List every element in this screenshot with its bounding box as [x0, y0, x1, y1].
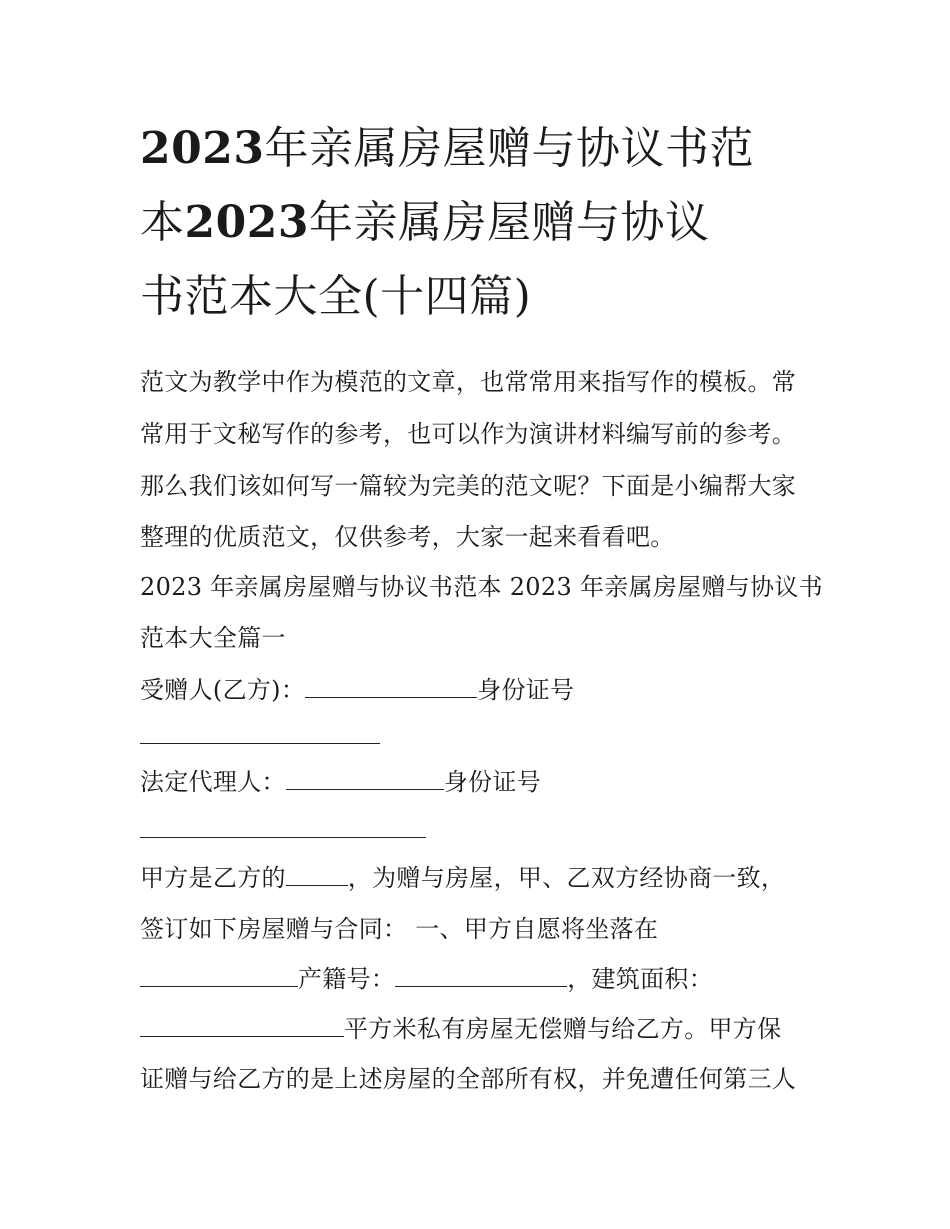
para-3b: ，建筑面积：	[567, 965, 714, 993]
title-text-2: 年亲属房屋赠与协议	[308, 197, 710, 248]
agent-id-line	[140, 808, 820, 852]
agent-name-blank[interactable]	[286, 769, 444, 790]
title-text-3: 书范本大全(十四篇)	[140, 271, 532, 322]
location-blank[interactable]	[140, 966, 298, 987]
title-year-2: 2023	[184, 197, 309, 248]
agent-line	[140, 756, 820, 808]
agent-id-label: 身份证号	[443, 768, 542, 796]
title-year-1: 2023	[140, 123, 265, 174]
title-text-2-pre: 本	[140, 197, 185, 248]
area-blank[interactable]	[140, 1016, 344, 1037]
relationship-blank[interactable]	[286, 865, 348, 886]
para-line-5: 证赠与给乙方的是上述房屋的全部所有权，并免遭任何第三人	[140, 1065, 797, 1093]
intro-line-1: 范文为教学中作为模范的文章，也常常用来指写作的模板。常	[140, 368, 797, 396]
para-line-1	[140, 852, 820, 904]
document-body	[140, 356, 823, 1104]
donee-line	[140, 664, 820, 716]
section-heading-line-1: 2023 年亲属房屋赠与协议书范本 2023 年亲属房屋赠与协议书	[140, 573, 823, 601]
para-line-3	[140, 954, 820, 1004]
intro-line-3: 那么我们该如何写一篇较为完美的范文呢？下面是小编帮大家	[140, 472, 797, 500]
agent-id-blank[interactable]	[140, 817, 426, 838]
section-heading-line-2: 范本大全篇一	[140, 624, 286, 652]
donee-id-label: 身份证号	[477, 676, 575, 704]
donee-name-blank[interactable]	[305, 677, 477, 698]
para-4: 平方米私有房屋无偿赠与给乙方。甲方保	[344, 1015, 782, 1043]
para-1a: 甲方是乙方的	[140, 864, 286, 892]
para-1b: ，为赠与房屋，甲、乙双方经协商一致，	[347, 864, 786, 892]
property-number-blank[interactable]	[395, 966, 567, 987]
donee-id-line	[140, 716, 820, 756]
para-line-2: 签订如下房屋赠与合同： 一、甲方自愿将坐落在	[140, 915, 659, 943]
donee-label: 受赠人(乙方)：	[140, 676, 306, 704]
para-3a: 产籍号：	[298, 965, 396, 993]
intro-line-2: 常用于文秘写作的参考，也可以作为演讲材料编写前的参考。	[140, 420, 797, 448]
donee-id-blank[interactable]	[140, 723, 380, 744]
document-title	[140, 112, 820, 334]
para-line-4	[140, 1004, 820, 1054]
agent-label: 法定代理人：	[140, 768, 286, 796]
intro-line-4: 整理的优质范文，仅供参考，大家一起来看看吧。	[140, 523, 675, 551]
title-text-1: 年亲属房屋赠与协议书范	[264, 123, 754, 174]
